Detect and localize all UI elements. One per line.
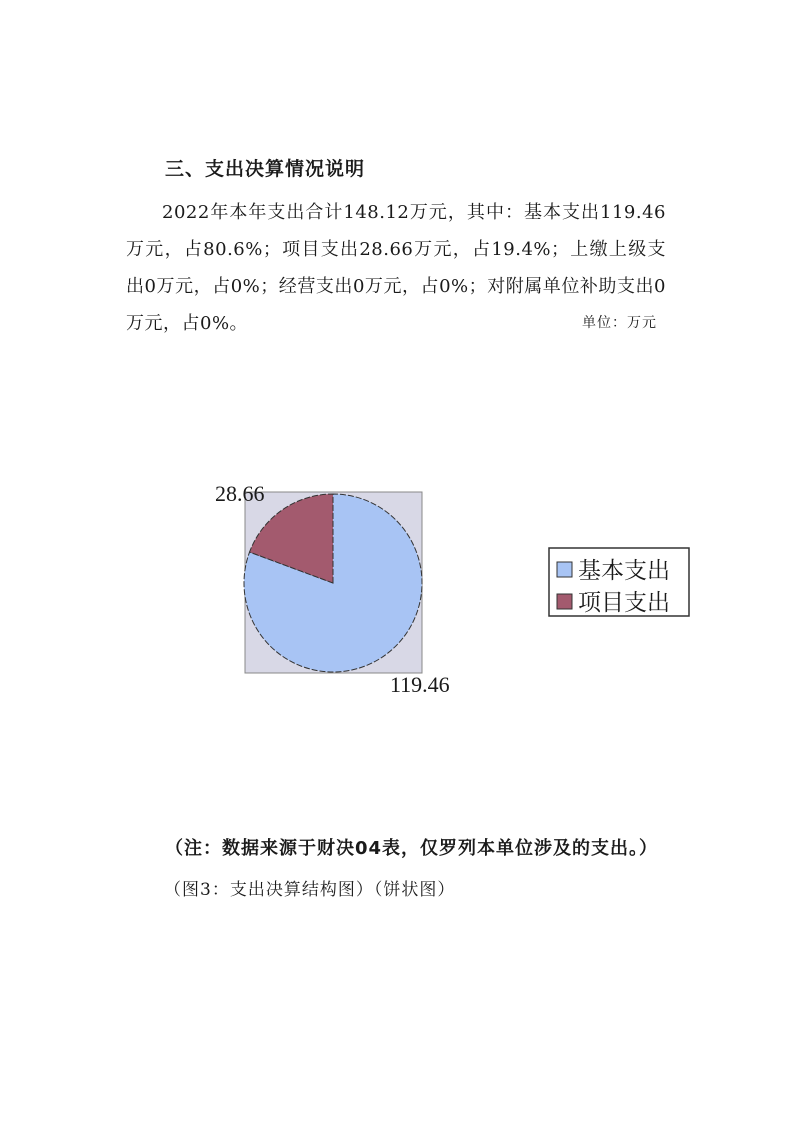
section-heading: 三、支出决算情况说明 bbox=[165, 158, 366, 180]
data-source-note: （注：数据来源于财决04表，仅罗列本单位涉及的支出。） bbox=[165, 838, 659, 859]
expenditure-pie-chart bbox=[200, 470, 700, 700]
data-label-basic: 119.46 bbox=[390, 672, 450, 697]
expenditure-summary-paragraph: 2022年本年支出合计148.12万元，其中：基本支出119.46万元，占80.6%；项目支出28.66万元，占19.4%；上缴上级支出0万元，占0%；经营支出0万元，占0%；对附属单位补助支出0万元，占0%。 bbox=[126, 202, 666, 334]
unit-label: 单位：万元 bbox=[582, 315, 657, 331]
legend-label-project: 项目支出 bbox=[578, 590, 670, 616]
legend-swatch-project bbox=[557, 594, 572, 609]
figure-caption: （图3：支出决算结构图）（饼状图） bbox=[164, 880, 456, 900]
legend-label-basic: 基本支出 bbox=[578, 558, 670, 584]
legend-swatch-basic bbox=[557, 562, 572, 577]
data-label-project: 28.66 bbox=[215, 481, 265, 506]
chart-legend bbox=[549, 548, 689, 616]
